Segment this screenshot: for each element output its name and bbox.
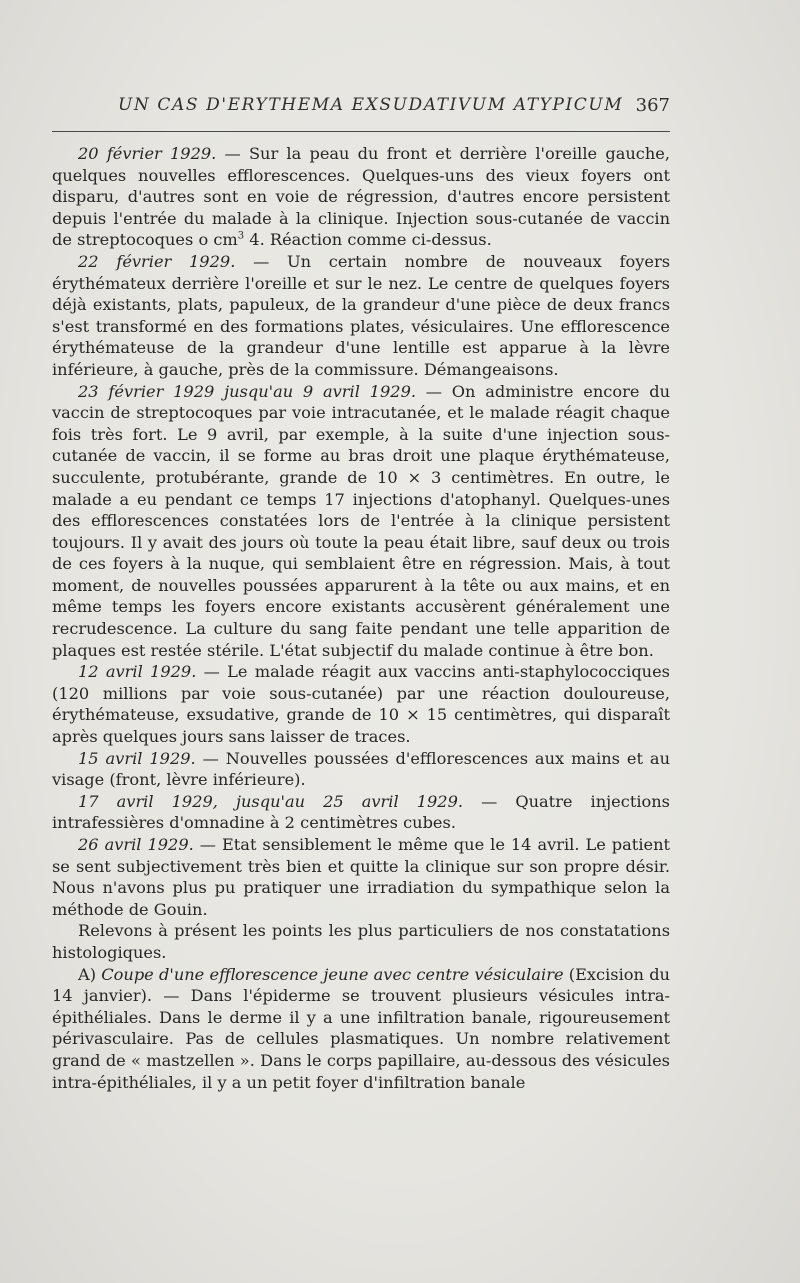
entry-22-fevrier: [52, 251, 670, 381]
entry-text: — Le malade réagit aux vaccins anti-staphylococciques (120 millions par voie sous-cutanée) par une réaction douloureuse, érythémateuse, exsudative, grande de 10 × 15 centimètres, qui disparaît après quelques jours sans laisser de traces.: [52, 662, 670, 747]
entry-text: — Etat sensiblement le même que le 14 avril. Le patient se sent subjectivement très bien et quitte la clinique sur son propre désir. Nous n'avons plus pu pratiquer une irradiation du sympathique selon la méthode de Gouin.: [52, 835, 671, 919]
paragraph-text: Relevons à présent les points les plus particuliers de nos constatations histologiques.: [52, 921, 670, 962]
entry-text: — On administre encore du vaccin de streptocoques par voie intracutanée, et le malade réagit chaque fois très fort. Le 9 avril, par exemple, à la suite d'une injection sous-cutanée de vaccin, il se forme au bras droit une plaque érythémateuse, succulente, protubérante, grande de 10 × 3 centimètres. En outre, le malade a eu pendant ce temps 17 injections d'atophanyl. Quelques-unes des efflorescences constatées lors de l'entrée à la clinique persistent toujours. Il y avait des jours où toute la peau était libre, sauf deux ou trois de ces foyers à la nuque, qui semblaient être en régression. Mais, à tout moment, de nouvelles poussées apparurent à la tête ou aux mains, et en même temps les foyers encore existants accusèrent généralement une recrudescence. La culture du sang faite pendant une telle apparition de plaques est restée stérile. L'état subjectif du malade continue à être bon.: [52, 381, 670, 660]
entry-text: — Sur la peau du front et derrière l'oreille gauche, quelques nouvelles efflorescences. Quelques-uns des vieux foyers ont disparu, d'autres sont en voie de régression, d'autres encore persistent depuis l'entrée du malade à la clinique. Injection sous-cutanée de vaccin de streptocoques o cm: [52, 144, 670, 250]
histology-intro: [52, 920, 670, 963]
entry-date: 26 avril 1929.: [78, 835, 194, 854]
page-number: 367: [635, 95, 670, 116]
entry-12-avril: [52, 661, 670, 747]
entry-date: 12 avril 1929.: [78, 662, 197, 682]
body-text: [52, 143, 670, 1093]
superscript: 3: [237, 230, 245, 242]
entry-text: — Nouvelles poussées d'efflorescences aux mains et au visage (front, lèvre inférieure).: [52, 748, 670, 790]
entry-date: 15 avril 1929.: [78, 748, 196, 768]
running-title: UN CAS D'ERYTHEMA EXSUDATIVUM ATYPICUM: [118, 95, 624, 115]
entry-date: 20 février 1929.: [78, 144, 217, 163]
entry-date: 23 février 1929 jusqu'au 9 avril 1929.: [78, 381, 417, 401]
entry-17-25-avril: [52, 791, 670, 834]
entry-date: 17 avril 1929, jusqu'au 25 avril 1929.: [78, 791, 464, 811]
header-rule: [52, 131, 670, 132]
section-a: [52, 964, 670, 1094]
entry-23-fevrier-9-avril: [52, 381, 670, 662]
section-title: Coupe d'une efflorescence jeune avec centre vésiculaire: [101, 964, 564, 984]
entry-text-after: 4. Réaction comme ci-dessus.: [244, 230, 492, 250]
entry-20-fevrier: [52, 143, 670, 251]
entry-15-avril: [52, 748, 670, 791]
section-label: A): [78, 964, 97, 984]
section-text: (Excision du 14 janvier). — Dans l'épiderme se trouvent plusieurs vésicules intra-épithéliales. Dans le derme il y a une infiltration banale, rigoureusement périvasculaire. Pas de cellules plasmatiques. Un nombre relativement grand de « mastzellen ». Dans le corps papillaire, au-dessous des vésicules intra-épithéliales, il y a un petit foyer d'infiltration banale: [52, 964, 670, 1092]
entry-26-avril: [52, 834, 670, 920]
page-header: [52, 95, 670, 125]
entry-date: 22 février 1929.: [78, 251, 236, 271]
entry-text: — Quatre injections intrafessières d'omnadine à 2 centimètres cubes.: [52, 791, 670, 833]
entry-text: — Un certain nombre de nouveaux foyers érythémateux derrière l'oreille et sur le nez. Le centre de quelques foyers déjà existants, plats, papuleux, de la grandeur d'une pièce de deux francs s'est transformé en des formations plates, vésiculaires. Une efflorescence érythémateuse de la grandeur d'une lentille est apparue à la lèvre inférieure, à gauche, près de la commissure. Démangeaisons.: [52, 251, 670, 379]
